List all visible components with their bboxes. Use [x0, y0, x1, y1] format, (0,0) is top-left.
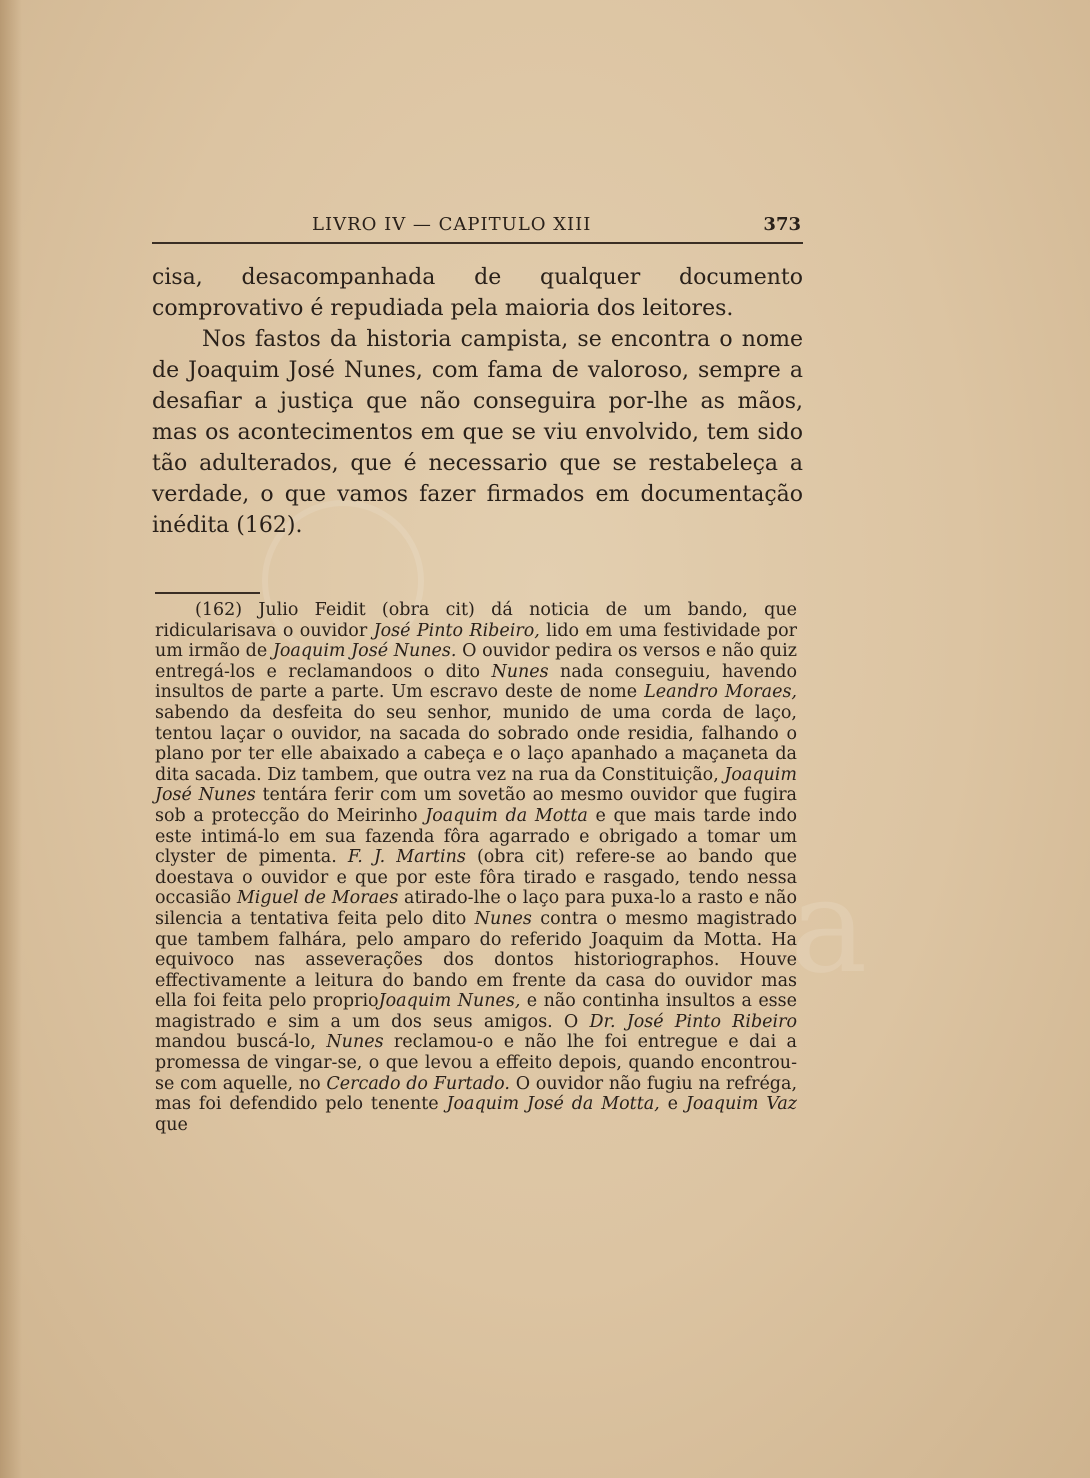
footnote-italic-segment: Dr. José Pinto Ribeiro [589, 1011, 797, 1032]
footnote-segment: sabendo da desfeita do seu senhor, munido de uma corda de laço, tentou laçar o ouvidor, na sacada do sobrado onde residia, falhando o plano por ter elle abaixado a cabeça e o laço apanhado a maçaneta da dita sacada. Diz tambem, que outra vez na rua da Constituição, [155, 702, 797, 785]
footnote-segment: (162) Julio Feidit (obra cit) dá noticia de um bando, que ridicularisava o ouvidor [155, 600, 797, 641]
page-header [152, 214, 803, 244]
footnote-segment: e que mais tarde indo este intimá-lo em sua fazenda fôra agarrado e obrigado a tomar um clyster de pimenta. [155, 805, 797, 868]
footnote-segment: tentára ferir com um sovetão ao mesmo ouvidor que fugira sob a protecção do Meirinho [155, 785, 797, 826]
footnote-italic-segment: Cercado do Furtado. [326, 1073, 510, 1094]
paragraph-1: cisa, desacompanhada de qualquer documento comprovativo é repudiada pela maioria dos leitores. [152, 265, 803, 321]
footnote-divider [155, 592, 260, 594]
footnote-italic-segment: Joaquim José Nunes [155, 764, 797, 806]
footnote-segment: reclamou-o e não lhe foi entregue e dai a promessa de vingar-se, o que levou a effeito depois, quando encontrou-se com aquelle, no [155, 1032, 797, 1094]
paragraph-2: Nos fastos da historia campista, se encontra o nome de Joaquim José Nunes, com fama de valoroso, sempre a desafiar a justiça que não conseguira por-lhe as mãos, mas os acontecimentos em que se viu envolvido, tem sido tão adulterados, que é necessario que se restabeleça a verdade, o que vamos fazer firmados em documentação inédita (162). [152, 327, 803, 538]
footnote-segment: e [659, 1094, 686, 1115]
footnote-segment: (obra cit) refere-se ao bando que doestava o ouvidor e que por este fôra tirado e rasgado, tendo nessa occasião [155, 847, 797, 909]
footnote-segment: lido em uma festividade por um irmão de [155, 620, 797, 662]
footnote-segment: contra o mesmo magistrado que tambem falhára, pelo amparo do referido Joaquim da Motta. Ha equivoco nas asseverações dos dontos historiographos. Houve effectivamente a leitura do bando em frente da casa do ouvidor mas ella foi feita pelo proprio [155, 908, 797, 1012]
footnote-italic-segment: Joaquim da Motta [425, 805, 588, 826]
footnote-segment: que [155, 1114, 188, 1135]
footnote-segment: O ouvidor pedira os versos e não quiz entregá-los e reclamandoos o dito [155, 641, 797, 682]
footnote-italic-segment: Miguel de Moraes [236, 888, 399, 909]
footnote-italic-segment: Nunes [326, 1032, 384, 1053]
page-edge-shadow [0, 0, 22, 1478]
footnote-italic-segment: F. J. Martins [347, 847, 466, 868]
main-text [152, 262, 803, 541]
footnote-segment: nada conseguiu, havendo insultos de parte a parte. Um escravo deste de nome [155, 661, 797, 703]
footnote-segment: mandou buscá-lo, [155, 1032, 327, 1053]
footnote-italic-segment: Joaquim Nunes, [378, 991, 521, 1012]
footnote-text [155, 600, 797, 1135]
footnote-italic-segment: Joaquim José Nunes. [272, 641, 457, 662]
footnote-italic-segment: Nunes [491, 661, 549, 682]
footnote-italic-segment: Leandro Moraes, [644, 682, 797, 703]
page-number: 373 [763, 214, 801, 235]
footnote-segment: e não continha insultos a esse magistrado e sim a um dos seus amigos. O [155, 991, 797, 1032]
footnote-segment: O ouvidor não fugiu na refréga, mas foi defendido pelo tenente [155, 1073, 798, 1115]
running-title: LIVRO IV — CAPITULO XIII [312, 214, 592, 235]
footnote-italic-segment: Joaquim Vaz [685, 1094, 798, 1115]
footnote-162 [155, 600, 797, 1135]
watermark-letter: a [790, 850, 868, 1002]
footnote-italic-segment: Joaquim José da Motta, [446, 1094, 660, 1115]
footnote-italic-segment: Nunes [474, 908, 532, 929]
footnote-italic-segment: José Pinto Ribeiro, [373, 620, 540, 641]
footnote-segment: atirado-lhe o laço para puxa-lo a rasto e não silencia a tentativa feita pelo dito [155, 888, 797, 929]
